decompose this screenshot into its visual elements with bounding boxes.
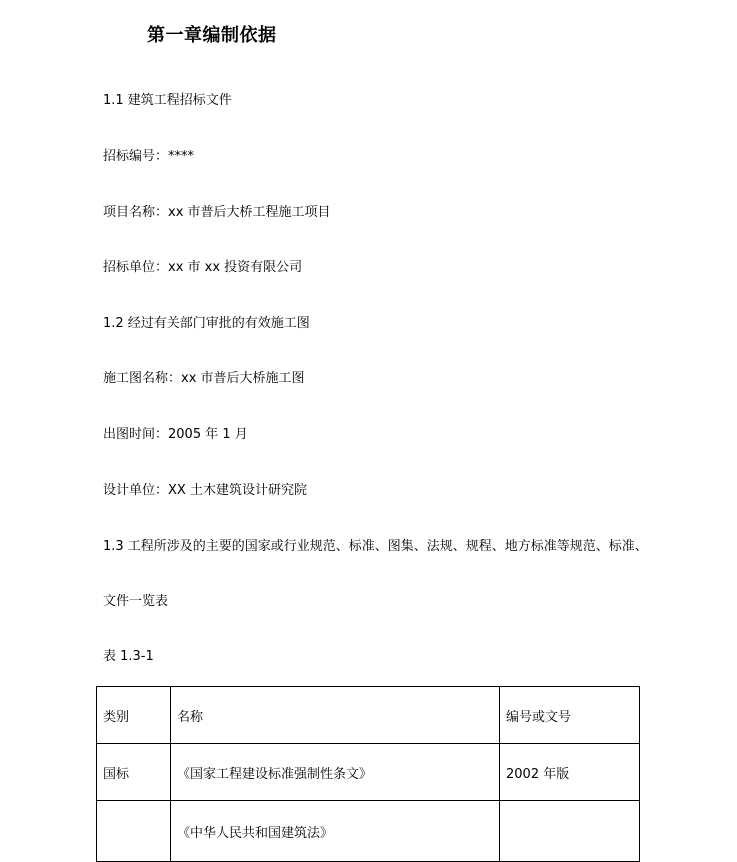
project-name: 项目名称：xx 市普后大桥工程施工项目 [103, 205, 331, 220]
cell-code [500, 801, 640, 862]
section-heading-1-3: 1.3 工程所涉及的主要的国家或行业规范、标准、图集、法规、规程、地方标准等规范、标准、 [103, 539, 648, 554]
cell-category [97, 801, 171, 862]
tender-unit: 招标单位：xx 市 xx 投资有限公司 [103, 260, 303, 275]
cell-name: 《中华人民共和国建筑法》 [171, 801, 500, 862]
table-header-row [97, 687, 640, 744]
section-heading-1-1: 1.1 建筑工程招标文件 [103, 93, 232, 108]
header-name: 名称 [171, 687, 500, 744]
design-unit: 设计单位：XX 土木建筑设计研究院 [103, 483, 307, 498]
cell-category: 国标 [97, 744, 171, 801]
table-caption: 表 1.3-1 [103, 649, 154, 664]
header-code: 编号或文号 [500, 687, 640, 744]
drawing-date: 出图时间：2005 年 1 月 [103, 427, 248, 442]
section-heading-1-2: 1.2 经过有关部门审批的有效施工图 [103, 316, 310, 331]
header-category: 类别 [97, 687, 171, 744]
chapter-title: 第一章编制依据 [147, 25, 277, 46]
tender-number: 招标编号：**** [103, 149, 195, 164]
drawing-name: 施工图名称：xx 市普后大桥施工图 [103, 371, 305, 386]
table-row [97, 801, 640, 862]
section-heading-1-3-continued: 文件一览表 [103, 594, 169, 609]
cell-name: 《国家工程建设标准强制性条文》 [171, 744, 500, 801]
table-row [97, 744, 640, 801]
standards-table [96, 686, 640, 862]
cell-code: 2002 年版 [500, 744, 640, 801]
